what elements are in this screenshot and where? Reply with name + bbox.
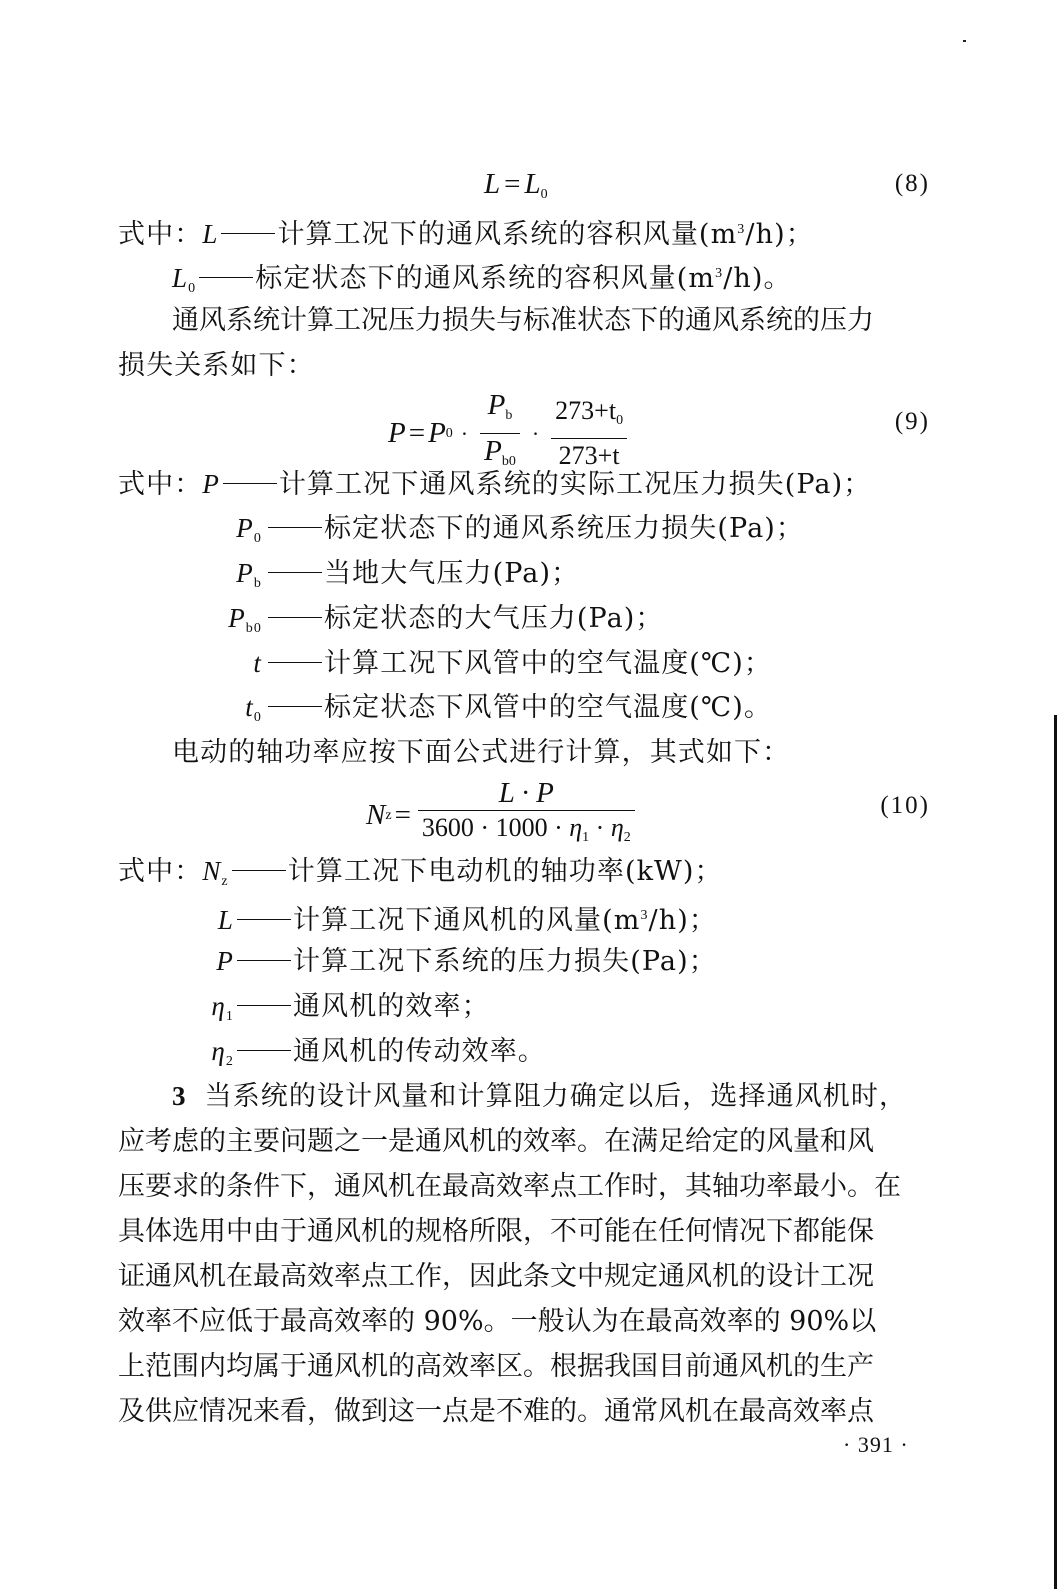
equation-10 — [366, 776, 639, 855]
eq10-eta2: η — [610, 813, 624, 842]
eq8-rhs: L — [524, 168, 541, 200]
eq9-frac2-num-sub: 0 — [616, 413, 624, 428]
definition-text: 标定状态下的通风系统压力损失(Pa)； — [324, 513, 805, 544]
definition-subscript: b0 — [245, 621, 262, 636]
eq9-p0-sub: 0 — [445, 425, 453, 441]
eq9-p0: P — [428, 417, 446, 449]
eq9-frac1-den-sub: b0 — [501, 454, 516, 469]
eq10-fraction — [418, 776, 635, 855]
superscript: 3 — [640, 908, 649, 923]
paragraph-2-line-1: 电动的轴功率应按下面公式进行计算，其式如下： — [172, 737, 791, 768]
eq9-lhs: P — [388, 417, 406, 449]
equation-8 — [484, 168, 548, 203]
definition-symbol: t — [245, 692, 254, 722]
item-number: 3 — [172, 1081, 187, 1111]
eq9-dot: · — [531, 420, 540, 446]
eq10-denominator — [418, 811, 635, 855]
eq9-frac1-num-sub: b — [505, 408, 513, 423]
equation-9-number: (9) — [894, 408, 930, 435]
definition-text: 计算工况下的通风系统的容积风量(m — [277, 219, 738, 250]
paragraph-3-line-3: 压要求的条件下，通风机在最高效率点工作时，其轴功率最小。在 — [118, 1171, 901, 1202]
eq9-dot: · — [460, 420, 469, 446]
eq9-frac1-num: P — [487, 389, 506, 421]
definition-symbol: L — [202, 219, 219, 249]
eq10-eta2-sub: 2 — [623, 830, 631, 845]
definition-text: 计算工况下风管中的空气温度(℃)； — [324, 648, 772, 679]
definition-subscript: 0 — [188, 281, 197, 296]
definition-P-system — [172, 943, 717, 980]
definition-symbol: L — [217, 905, 234, 935]
definition-subscript: 1 — [225, 1009, 234, 1024]
definition-L-fan — [172, 898, 717, 939]
definition-subscript: 0 — [253, 531, 262, 546]
definition-symbol: η — [211, 991, 226, 1021]
eq10-lhs-sub: z — [385, 807, 392, 823]
definition-symbol: P — [236, 513, 254, 543]
eq10-lhs: N — [366, 799, 386, 831]
em-dash — [237, 1005, 291, 1006]
paragraph-3-line-8: 及供应情况来看，做到这一点是不难的。通常风机在最高效率点 — [118, 1396, 874, 1427]
superscript: 3 — [737, 222, 746, 237]
eq10-den-dot: · — [589, 813, 611, 842]
definition-symbol: P — [216, 946, 234, 976]
em-dash — [237, 960, 291, 961]
definition-Pb — [172, 555, 579, 602]
paragraph-3-line-1-text: 当系统的设计风量和计算阻力确定以后，选择通风机时， — [204, 1081, 908, 1112]
definition-lead: 式中： — [118, 219, 203, 250]
definition-symbol: P — [236, 558, 254, 588]
definition-t0 — [172, 689, 772, 736]
definition-text: 计算工况下通风系统的实际工况压力损失(Pa)； — [278, 469, 872, 500]
scan-edge-line — [1054, 715, 1057, 1589]
definition-subscript: 0 — [253, 710, 262, 725]
em-dash — [232, 870, 286, 871]
definition-symbol: N — [202, 856, 222, 886]
eq8-rhs-sub: 0 — [540, 187, 548, 202]
definition-tail: /h)； — [745, 219, 814, 250]
definition-text: 计算工况下电动机的轴功率(kW)； — [287, 856, 723, 887]
definition-text: 通风机的效率； — [293, 991, 490, 1022]
definition-text: 标定状态的大气压力(Pa)； — [324, 603, 664, 634]
em-dash — [268, 662, 322, 663]
eq9-frac2-num: 273+t — [555, 396, 617, 425]
eq8-lhs: L — [484, 168, 501, 200]
definition-eta2 — [172, 1033, 546, 1080]
em-dash — [237, 919, 291, 920]
em-dash — [268, 617, 322, 618]
eq9-frac2-den: 273+t — [558, 441, 620, 470]
equation-8-number: (8) — [894, 170, 930, 197]
paragraph-1-line-2: 损失关系如下： — [118, 350, 315, 381]
paragraph-3-line-5: 证通风机在最高效率点工作，因此条文中规定通风机的设计工况 — [118, 1261, 874, 1292]
definition-text: 计算工况下系统的压力损失(Pa)； — [293, 946, 717, 977]
definition-tail: /h)。 — [723, 263, 792, 294]
em-dash — [268, 572, 322, 573]
definition-symbol: L — [172, 263, 189, 293]
definition-text: 标定状态下的通风系统的容积风量(m — [255, 263, 716, 294]
em-dash — [237, 1050, 291, 1051]
eq9-equals: = — [408, 417, 426, 449]
superscript: 3 — [715, 266, 724, 281]
em-dash — [223, 483, 277, 484]
definition-symbol: P — [228, 603, 246, 633]
em-dash — [199, 277, 253, 278]
paragraph-3-line-1 — [172, 1078, 930, 1115]
paragraph-1-line-1: 通风系统计算工况压力损失与标准状态下的通风系统的压力 — [172, 305, 874, 336]
definition-symbol: P — [202, 469, 220, 499]
definition-text: 通风机的传动效率。 — [293, 1036, 546, 1067]
definition-symbol: t — [253, 648, 262, 678]
definition-Pb0 — [172, 600, 664, 647]
eq9-fraction-temperature — [551, 394, 627, 473]
eq10-numerator: L · P — [498, 777, 554, 809]
eq10-eta1-sub: 1 — [582, 830, 590, 845]
definition-tail: /h)； — [648, 905, 717, 936]
definition-lead: 式中： — [118, 856, 203, 887]
paragraph-3-line-6: 效率不应低于最高效率的 90%。一般认为在最高效率的 90%以 — [118, 1306, 877, 1337]
paragraph-3-line-4: 具体选用中由于通风机的规格所限，不可能在任何情况下都能保 — [118, 1216, 874, 1247]
definition-L — [118, 212, 814, 253]
definition-text: 标定状态下风管中的空气温度(℃)。 — [324, 692, 772, 723]
definition-text: 当地大气压力(Pa)； — [324, 558, 580, 589]
page-number: · 391 · — [843, 1432, 909, 1457]
definition-text: 计算工况下通风机的风量(m — [293, 905, 641, 936]
equation-10-number: (10) — [880, 792, 930, 819]
definition-subscript: b — [253, 576, 262, 591]
definition-Nz — [118, 853, 723, 900]
definition-P0 — [172, 510, 804, 557]
em-dash — [268, 706, 322, 707]
definition-lead: 式中： — [118, 469, 203, 500]
definition-eta1 — [172, 988, 490, 1035]
scan-speck — [963, 40, 966, 42]
definition-symbol: η — [211, 1036, 226, 1066]
definition-P — [118, 466, 871, 503]
em-dash — [221, 233, 275, 234]
definition-L0 — [172, 256, 792, 307]
paragraph-3-line-7: 上范围内均属于通风机的高效率区。根据我国目前通风机的生产 — [118, 1351, 874, 1382]
eq10-equals: = — [394, 799, 411, 831]
eq10-eta1: η — [569, 813, 583, 842]
definition-t — [172, 645, 772, 682]
eq9-frac1-den: P — [484, 435, 502, 467]
paragraph-3-line-2: 应考虑的主要问题之一是通风机的效率。在满足给定的风量和风 — [118, 1126, 874, 1157]
eq10-den-constants: 3600 · 1000 · — [421, 813, 570, 842]
em-dash — [268, 527, 322, 528]
definition-subscript: 2 — [225, 1054, 234, 1069]
definition-subscript: z — [221, 874, 229, 889]
eq8-equals: = — [504, 168, 521, 200]
